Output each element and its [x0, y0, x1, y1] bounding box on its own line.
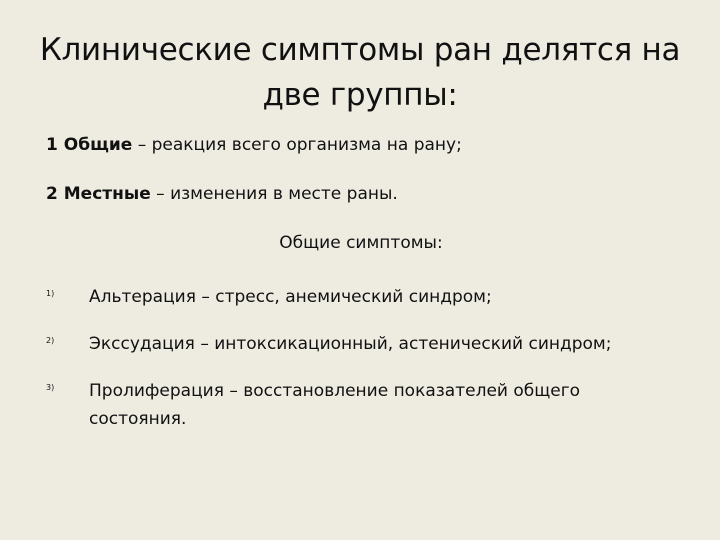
- group-local: [46, 183, 398, 205]
- slide-title-line-2: две группы:: [262, 77, 458, 113]
- group-general: [46, 134, 462, 156]
- subheading: Общие симптомы:: [279, 233, 443, 253]
- group-local-term: 2 Местные: [46, 184, 151, 204]
- slide-title: [30, 28, 690, 118]
- group-general-term: 1 Общие: [46, 135, 133, 155]
- group-general-desc: – реакция всего организма на рану;: [132, 135, 462, 155]
- list-item-text: Пролиферация – восстановление показателей общего состояния.: [89, 381, 581, 429]
- list-item-number: 2): [46, 336, 55, 345]
- list-item-number: 3): [46, 383, 55, 392]
- list-item-number: 1): [46, 289, 55, 298]
- list-item-text: Альтерация – стресс, анемический синдром;: [89, 287, 492, 307]
- slide-title-line-1: Клинические симптомы ран делятся на: [39, 32, 681, 68]
- group-local-desc: – изменения в месте раны.: [150, 184, 398, 204]
- list-item-text: Экссудация – интоксикационный, астенический синдром;: [89, 334, 612, 354]
